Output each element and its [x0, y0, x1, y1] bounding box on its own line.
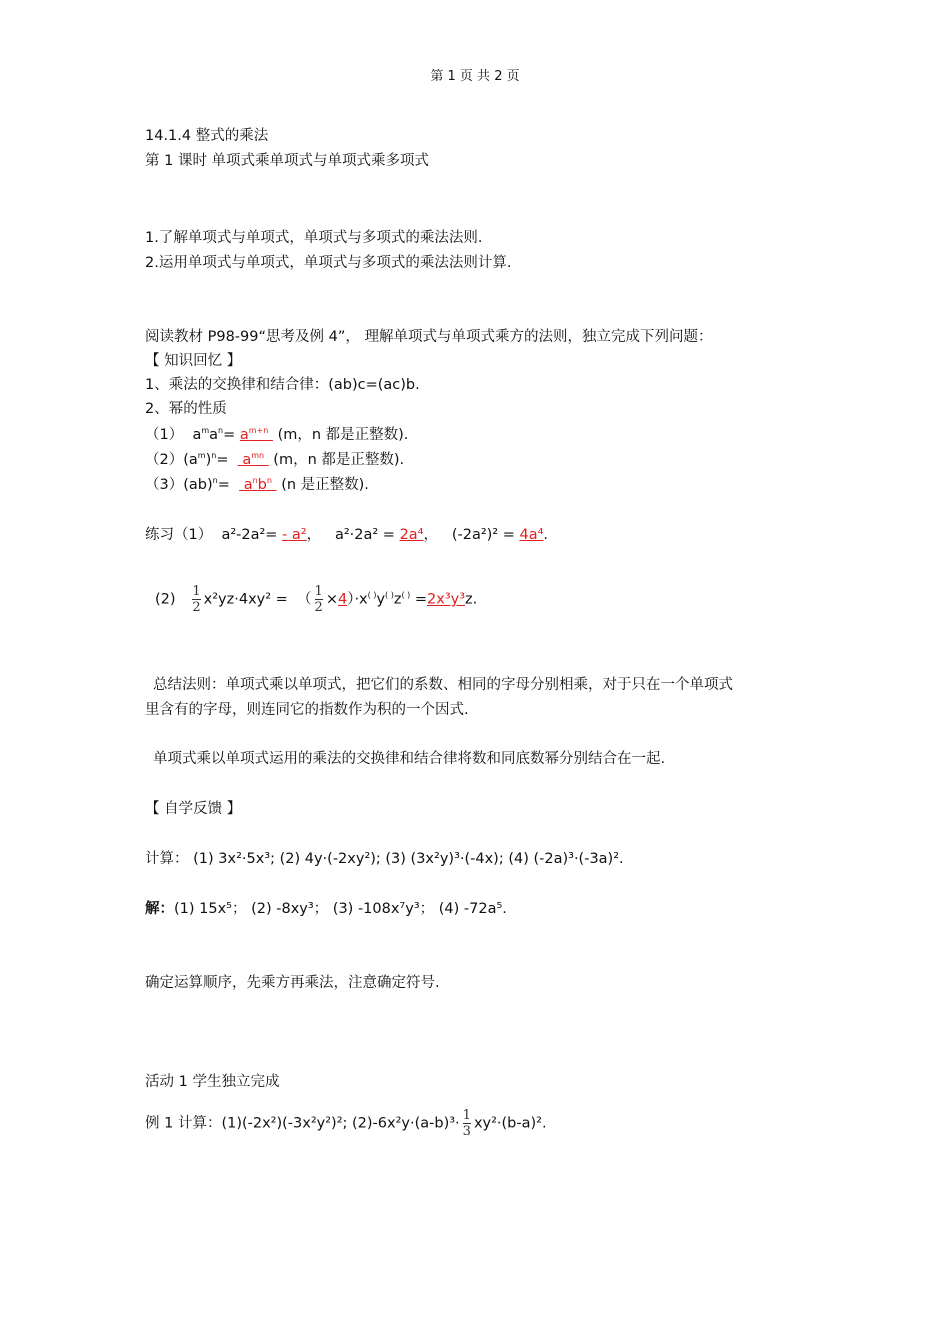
- answer-3: $a^nb^n$: [243, 476, 272, 493]
- fraction-one-third: $\frac{1}{3}$: [462, 1108, 471, 1139]
- answer-1: $a^{m+n}$: [239, 426, 269, 443]
- review-heading: 【 知识回忆 】: [145, 353, 242, 369]
- power-property-1: （1） $a^ma^n= a^{m+n}$ (m，n 都是正整数).: [145, 426, 409, 443]
- goal-1: 1.了解单项式与单项式，单项式与多项式的乘法法则.: [145, 230, 483, 246]
- feedback-tip: 确定运算顺序，先乘方再乘法，注意确定符号.: [145, 975, 440, 991]
- activity-title: 活动 1 学生独立完成: [145, 1074, 280, 1090]
- goal-2: 2.运用单项式与单项式，单项式与多项式的乘法法则计算.: [145, 255, 512, 271]
- answer-2: $a^{mn}$: [242, 451, 265, 468]
- feedback-heading: 【 自学反馈 】: [145, 801, 242, 817]
- practice-1: 练习（1） a²-2a²= - a²， a²·2a² = 2a⁴， (-2a²)² = 4a⁴.: [145, 527, 549, 543]
- page-number-header: 第 1 页 共 2 页: [430, 69, 520, 84]
- rule-summary-line-1: 总结法则：单项式乘以单项式，把它们的系数、相同的字母分别相乘，对于只在一个单项式: [153, 677, 733, 693]
- fraction-one-half: $\frac{1}{2}$: [192, 584, 201, 615]
- reading-instruction: 阅读教材 P98-99“思考及例 4”， 理解单项式与单项式乘方的法则，独立完成下列问题：: [145, 329, 713, 345]
- feedback-solution: 解：(1) 15x⁵； (2) -8xy³； (3) -108x⁷y³； (4) -72a⁵.: [145, 901, 507, 917]
- rule-summary-line-2: 里含有的字母，则连同它的指数作为积的一个因式.: [145, 702, 469, 718]
- review-item-1: 1、乘法的交换律和结合律：(ab)c=(ac)b.: [145, 377, 420, 393]
- power-property-2: $(2)(a^m)^n=$ $a^{mn}$ (m，n 都是正整数).: [145, 451, 405, 468]
- power-property-3: （3）(ab)$^n$= $a^nb^n$ (n 是正整数).: [145, 476, 369, 493]
- section-title: 14.1.4 整式的乘法: [145, 128, 269, 144]
- fraction-one-half-2: $\frac{1}{2}$: [314, 584, 323, 615]
- review-item-2: 2、幂的性质: [145, 401, 227, 417]
- example-1: 例 1 计算：(1)(-2x²)(-3x²y²)²; (2)-6x²y·(a-b)³· $\frac{1}{3}$ xy²·(b-a)².: [145, 1108, 547, 1139]
- lesson-title: 第 1 课时 单项式乘单项式与单项式乘多项式: [145, 153, 430, 169]
- rule-note: 单项式乘以单项式运用的乘法的交换律和结合律将数和同底数幂分别结合在一起.: [153, 751, 666, 767]
- practice-2: (2) $\frac{1}{2}$ x²yz·4xy² = （ $\frac{1}{2}$ ×4）·x( )y( )z( ) =2x³y³z.: [155, 584, 478, 615]
- feedback-calculation: 计算： (1) 3x²·5x³; (2) 4y·(-2xy²); (3) (3x²y)³·(-4x); (4) (-2a)³·(-3a)².: [145, 851, 624, 867]
